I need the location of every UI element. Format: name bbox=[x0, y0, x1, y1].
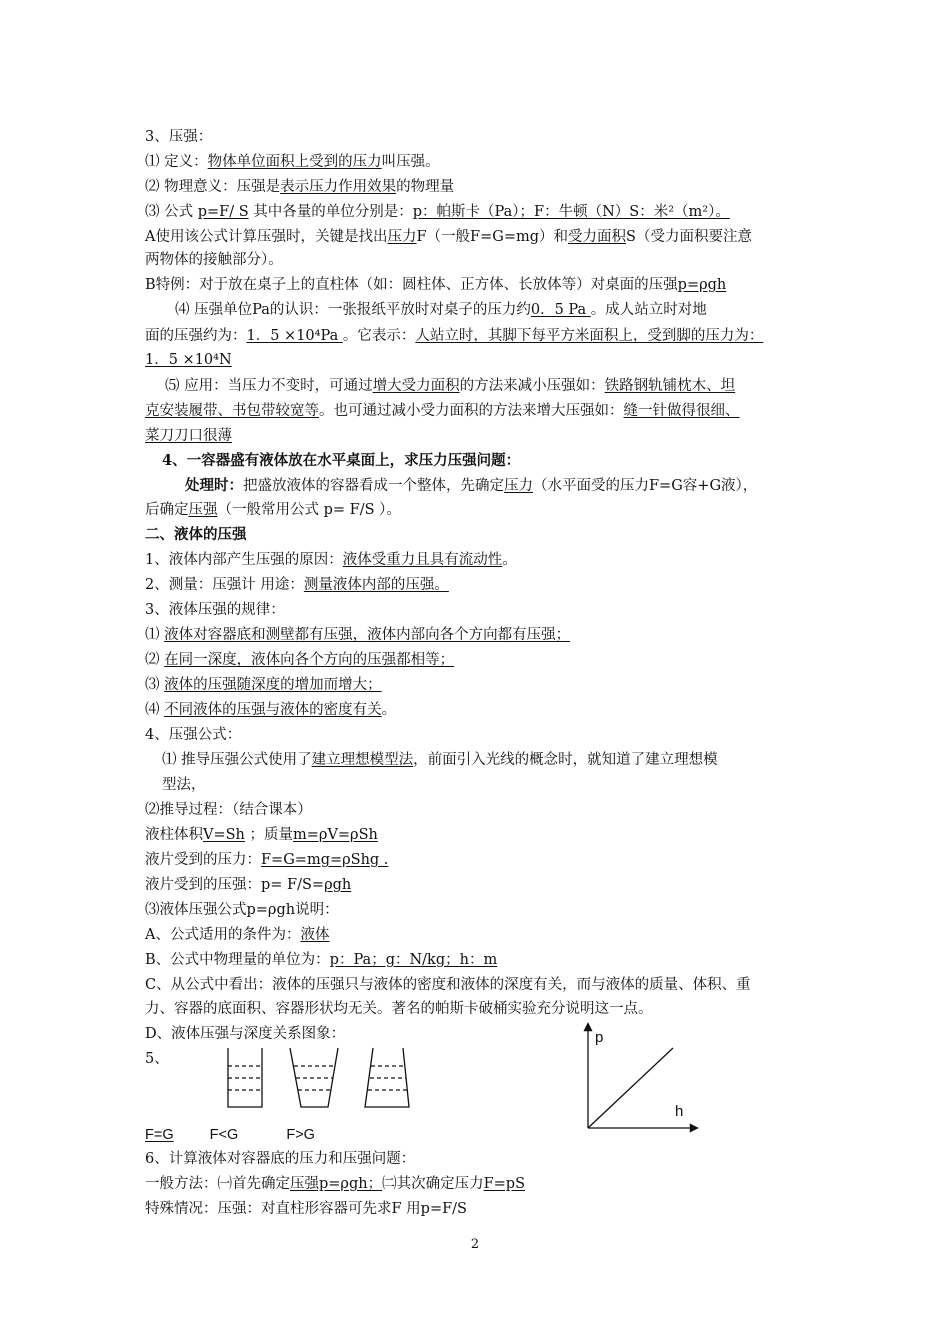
definition-line: ⑴ 定义：物体单位面积上受到的压力叫压强。 bbox=[145, 154, 440, 170]
force-line: 液片受到的压力：F=G=mg=ρShg . bbox=[145, 852, 389, 868]
graph-caption-line: D、液体压强与深度关系图象： bbox=[145, 1026, 346, 1042]
formula-explain-title: ⑶液体压强公式p=ρgh说明： bbox=[145, 902, 339, 918]
rule-4: ⑷ 不同液体的压强与液体的密度有关。 bbox=[145, 702, 397, 718]
process-line-1: 处理时：把盛放液体的容器看成一个整体，先确定压力（水平面受的压力F=G容+G液）， bbox=[185, 477, 758, 494]
container-straight bbox=[228, 1048, 262, 1107]
pressure-line-plot bbox=[588, 1048, 673, 1128]
label-equal: F=G bbox=[145, 1127, 174, 1143]
unit-line-1: ⑷ 压强单位Pa的认识：一张报纸平放时对桌子的压力约0．5 Pa 。成人站立时对地 bbox=[175, 302, 707, 318]
page-number: 2 bbox=[470, 1237, 480, 1252]
usage-line-a: A使用该公式计算压强时，关键是找出压力F（一般F=G=mg）和受力面积S（受力面积要注意 bbox=[145, 229, 752, 245]
unit-line-2: 面的压强约为：1．5 ×10⁴Pa 。它表示：人站立时，其脚下每平方米面积上，受到脚的压力为： bbox=[145, 328, 764, 344]
rule-3: ⑶ 液体的压强随深度的增加而增大； bbox=[145, 677, 382, 693]
rule-1: ⑴ 液体对容器底和测壁都有压强，液体内部向各个方向都有压强； bbox=[145, 627, 571, 643]
container-diagrams bbox=[210, 1040, 430, 1115]
item-5-label: 5、 bbox=[145, 1051, 169, 1067]
pressure-line: 液片受到的压强：p= F/S=ρgh bbox=[145, 877, 352, 893]
section-title: 3、压强： bbox=[145, 129, 213, 145]
model-line-2: 型法， bbox=[162, 777, 206, 793]
conclusion-line-1: C、从公式中看出：液体的压强只与液体的密度和液体的深度有关，而与液体的质量、体积、重 bbox=[145, 977, 751, 993]
graph-y-label: p bbox=[595, 1029, 604, 1046]
container-wide-top bbox=[290, 1048, 338, 1107]
measure-line: 2、测量：压强计 用途：测量液体内部的压强。 bbox=[145, 577, 449, 593]
label-greater: F>G bbox=[286, 1127, 315, 1143]
formula-line: ⑶ 公式 p=F/ S 其中各量的单位分别是：p：帕斯卡（Pa）；F：牛顿（N）S：米²（m²）。 bbox=[145, 204, 730, 220]
conclusion-line-2: 力、容器的底面积、容器形状均无关。著名的帕斯卡破桶实验充分说明这一点。 bbox=[145, 1001, 653, 1017]
model-line-1: ⑴ 推导压强公式使用了建立理想模型法，前面引入光线的概念时，就知道了建立理想模 bbox=[162, 752, 718, 768]
graph-x-label: h bbox=[675, 1103, 684, 1120]
unit-line-3: 1．5 ×10⁴N bbox=[145, 352, 232, 368]
label-less: F<G bbox=[209, 1127, 239, 1143]
units-line: B、公式中物理量的单位为：p：Pa；g：N/kg；h：m bbox=[145, 952, 498, 968]
meaning-line: ⑵ 物理意义：压强是表示压力作用效果的物理量 bbox=[145, 179, 455, 195]
container-labels bbox=[145, 1125, 315, 1145]
application-line-2: 克安装履带、书包带较宽等。也可通过减小受力面积的方法来增大压强如：缝一针做得很细、 bbox=[145, 403, 740, 419]
container-narrow-top bbox=[365, 1048, 409, 1107]
application-line-3: 菜刀刀口很薄 bbox=[145, 428, 232, 444]
formula-title: 4、压强公式： bbox=[145, 727, 242, 743]
volume-line: 液柱体积V=Sh ；质量m=ρV=ρSh bbox=[145, 827, 378, 843]
usage-line-a-cont: 两物体的接触部分）。 bbox=[145, 252, 283, 268]
cause-line: 1、液体内部产生压强的原因：液体受重力且具有流动性。 bbox=[145, 552, 517, 568]
special-case-line-2: 特殊情况：压强：对直柱形容器可先求F 用p=F/S bbox=[145, 1201, 467, 1217]
process-line-2: 后确定压强（一般常用公式 p= F/S ）。 bbox=[145, 502, 401, 518]
general-method-line: 一般方法：㈠首先确定压强p=ρgh；㈡其次确定压力F=pS bbox=[145, 1176, 526, 1192]
special-case-line: B特例：对于放在桌子上的直柱体（如：圆柱体、正方体、长放体等）对桌面的压强p=ρgh bbox=[145, 277, 727, 293]
application-line-1: ⑸ 应用：当压力不变时，可通过增大受力面积的方法来减小压强如：铁路钢轨铺枕木、坦 bbox=[165, 378, 736, 394]
derivation-title: ⑵推导过程：（结合课本） bbox=[145, 802, 312, 818]
part-2-heading: 二、液体的压强 bbox=[145, 526, 247, 543]
section-4-title: 4、一容器盛有液体放在水平桌面上，求压力压强问题： bbox=[162, 452, 521, 469]
pressure-depth-graph bbox=[575, 1020, 705, 1135]
rules-title: 3、液体压强的规律： bbox=[145, 602, 285, 618]
condition-line: A、公式适用的条件为：液体 bbox=[145, 927, 330, 943]
rule-2: ⑵ 在同一深度，液体向各个方向的压强都相等； bbox=[145, 652, 455, 668]
item-6-title: 6、计算液体对容器底的压力和压强问题： bbox=[145, 1151, 416, 1167]
